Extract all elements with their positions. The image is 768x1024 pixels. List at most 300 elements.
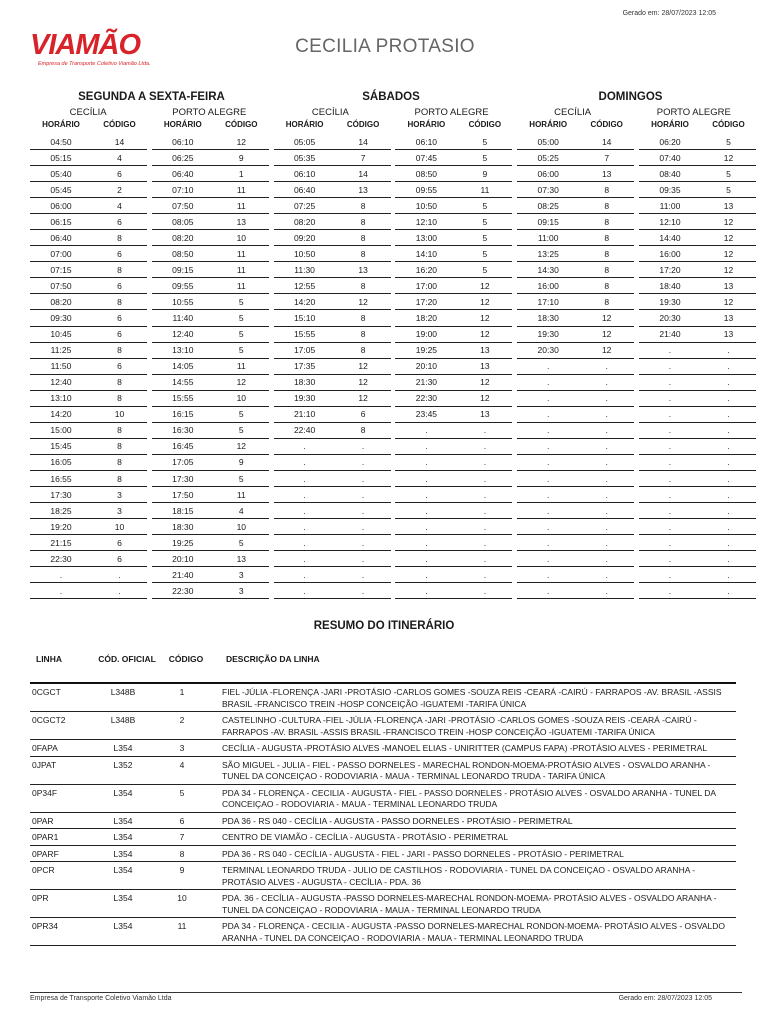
- schedule-cell-group: [639, 134, 756, 150]
- schedule-row: [30, 278, 752, 294]
- codigo-cell: 5: [482, 136, 488, 147]
- horario-cell: 21:15: [50, 537, 72, 548]
- codigo-cell: 5: [238, 409, 244, 420]
- schedule-cell-group: [639, 375, 756, 391]
- schedule-row: [30, 375, 752, 391]
- linha-cell: 0PAR1: [32, 832, 59, 842]
- horario-cell: 14:10: [415, 248, 438, 259]
- horario-cell: 09:20: [293, 232, 316, 243]
- horario-cell: .: [59, 569, 63, 580]
- schedule-cell-group: [639, 407, 756, 423]
- horario-cell: 19:30: [537, 329, 559, 340]
- horario-cell: 15:00: [50, 425, 72, 436]
- schedule-row: [30, 503, 752, 519]
- horario-cell: 19:25: [415, 345, 438, 356]
- codigo-cell: 8: [179, 848, 185, 859]
- horario-cell: 14:40: [659, 232, 681, 243]
- codigo-cell: .: [727, 345, 730, 356]
- schedule-cell-group: [30, 198, 147, 214]
- day-headers: [30, 91, 752, 107]
- horario-cell: 06:10: [172, 136, 194, 147]
- horario-cell: 17:20: [415, 296, 438, 307]
- schedule-cell-group: [30, 407, 147, 423]
- horario-cell: .: [425, 537, 428, 548]
- schedule-cell-group: [639, 246, 756, 262]
- schedule-cell-group: [395, 214, 512, 230]
- horario-cell: .: [425, 569, 428, 580]
- itinerary-row: [30, 918, 736, 946]
- horario-cell: 16:30: [172, 425, 194, 436]
- codigo-cell: 5: [238, 329, 244, 340]
- schedule-cell-group: [152, 551, 269, 567]
- schedule-cell-group: [517, 311, 634, 327]
- codigo-cell: 12: [601, 345, 612, 356]
- schedule-cell-group: [639, 214, 756, 230]
- codigo-cell: 12: [358, 377, 368, 388]
- schedule-cell-group: [639, 471, 756, 487]
- schedule-cell-group: [639, 535, 756, 551]
- schedule-cell-group: [274, 134, 391, 150]
- schedule-cell-group: [395, 407, 512, 423]
- schedule-cell-group: [639, 487, 756, 503]
- horario-cell: 07:30: [537, 184, 559, 195]
- codigo-cell: .: [483, 473, 487, 484]
- schedule-cell-group: [517, 150, 634, 166]
- schedule-cell-group: [152, 583, 269, 599]
- horario-cell: 18:20: [415, 313, 438, 324]
- codigo-cell: 8: [360, 425, 366, 436]
- codigo-cell: 7: [604, 152, 610, 163]
- schedule-cell-group: [517, 230, 634, 246]
- schedule-row: [30, 230, 752, 246]
- logo-subtitle: Empresa de Transporte Coletivo Viamão Ltda.: [38, 61, 151, 67]
- schedule-cell-group: [639, 359, 756, 375]
- itinerary-row: [30, 890, 736, 918]
- codigo-cell: 3: [238, 569, 244, 580]
- codigo-cell: 8: [117, 296, 122, 307]
- column-header-horario: HORÁRIO: [42, 120, 80, 129]
- schedule-cell-group: [30, 391, 147, 407]
- schedule-cell-group: [639, 503, 756, 519]
- codigo-cell: 12: [723, 248, 734, 259]
- schedule-cell-group: [152, 230, 269, 246]
- schedule-cell-group: [395, 487, 512, 503]
- schedule-row: [30, 343, 752, 359]
- schedule-cell-group: [152, 214, 269, 230]
- cod-oficial-cell: L352: [113, 759, 133, 770]
- codigo-cell: 5: [238, 473, 244, 484]
- itinerary-row: [30, 684, 736, 712]
- schedule-cell-group: [517, 455, 634, 471]
- schedule-cell-group: [639, 551, 756, 567]
- descricao-cell: CENTRO DE VIAMÃO - CECÍLIA - AUGUSTA - PROTÁSIO - PERIMETRAL: [222, 832, 509, 842]
- horario-cell: 10:50: [293, 248, 316, 259]
- horario-cell: 10:50: [415, 200, 438, 211]
- horario-cell: 06:25: [172, 152, 194, 163]
- horario-cell: 16:15: [172, 409, 194, 420]
- schedule-cell-group: [395, 198, 512, 214]
- schedule-cell-group: [152, 262, 269, 278]
- codigo-cell: 13: [723, 329, 734, 340]
- direction-header: PORTO ALEGRE: [414, 107, 489, 118]
- descricao-cell: PDA 36 - RS 040 - CECÍLIA - AUGUSTA - PASSO DORNELES - PROTÁSIO - PERIMETRAL: [222, 815, 573, 826]
- codigo-cell: 8: [360, 232, 366, 243]
- column-header-group: [274, 120, 391, 134]
- schedule-cell-group: [395, 583, 512, 599]
- codigo-cell: 13: [358, 184, 368, 195]
- codigo-cell: .: [118, 585, 121, 596]
- codigo-cell: 8: [604, 296, 610, 307]
- linha-cell: 0PARF: [32, 848, 59, 859]
- horario-cell: 14:20: [293, 296, 316, 307]
- schedule-row: [30, 246, 752, 262]
- schedule-cell-group: [639, 327, 756, 343]
- codigo-cell: 13: [480, 409, 490, 420]
- codigo-cell: .: [483, 569, 487, 580]
- horario-cell: 06:00: [50, 200, 72, 211]
- schedule-cell-group: [30, 182, 147, 198]
- schedule-cell-group: [639, 166, 756, 182]
- codigo-cell: 12: [236, 136, 247, 147]
- schedule-cell-group: [30, 230, 147, 246]
- schedule-cell-group: [152, 359, 269, 375]
- horario-cell: 08:20: [293, 216, 316, 227]
- schedule-cell-group: [395, 182, 512, 198]
- itinerary-row: [30, 712, 736, 740]
- horario-cell: 09:30: [50, 313, 72, 324]
- horario-cell: 04:50: [50, 136, 72, 147]
- descricao-cell: CECÍLIA - AUGUSTA -PROTÁSIO ALVES -MANOEL ELIAS - UNIRITTER (CAMPUS FAPA) -PROTÁSIO ALVES - PERIMETRAL: [222, 743, 708, 753]
- column-header-group: [517, 120, 634, 134]
- schedule-cell-group: [395, 375, 512, 391]
- schedule-row: [30, 327, 752, 343]
- horario-cell: .: [303, 441, 306, 452]
- schedule-cell-group: [152, 343, 269, 359]
- cod-oficial-cell: L354: [113, 848, 133, 859]
- schedule-row: [30, 407, 752, 423]
- schedule-cell-group: [30, 246, 147, 262]
- codigo-cell: .: [727, 585, 730, 596]
- horario-cell: .: [303, 473, 306, 484]
- horario-cell: 06:10: [415, 136, 438, 147]
- schedule-cell-group: [395, 327, 512, 343]
- schedule-cell-group: [274, 375, 391, 391]
- codigo-cell: 8: [360, 313, 366, 324]
- codigo-cell: 6: [117, 248, 122, 259]
- schedule-cell-group: [517, 487, 634, 503]
- horario-cell: 15:55: [293, 329, 316, 340]
- horario-cell: 07:40: [659, 152, 681, 163]
- codigo-cell: 2: [117, 184, 122, 195]
- viamao-logo: [30, 30, 170, 67]
- codigo-cell: .: [605, 457, 608, 468]
- horario-cell: 18:30: [537, 313, 559, 324]
- horario-cell: 11:00: [659, 200, 681, 211]
- schedule-cell-group: [30, 455, 147, 471]
- schedule-cell-group: [395, 423, 512, 439]
- horario-cell: 20:30: [659, 313, 681, 324]
- horario-cell: 12:40: [172, 329, 194, 340]
- horario-cell: .: [303, 521, 306, 532]
- schedule-cell-group: [274, 246, 391, 262]
- codigo-cell: 13: [236, 216, 247, 227]
- footer-generated: Gerado em: 28/07/2023 12:05: [618, 995, 712, 1002]
- schedule-cell-group: [395, 471, 512, 487]
- codigo-cell: .: [361, 569, 365, 580]
- horario-cell: .: [547, 377, 550, 388]
- horario-cell: 16:20: [415, 264, 438, 275]
- codigo-cell: 2: [179, 715, 185, 725]
- codigo-cell: 12: [480, 377, 490, 388]
- schedule-cell-group: [517, 535, 634, 551]
- column-header-horario: HORÁRIO: [407, 120, 446, 129]
- horario-cell: 05:15: [50, 152, 72, 163]
- schedule-row: [30, 214, 752, 230]
- schedule-cell-group: [395, 519, 512, 535]
- codigo-cell: 6: [117, 313, 122, 324]
- horario-cell: .: [547, 521, 550, 532]
- horario-cell: .: [547, 553, 550, 564]
- horario-cell: .: [425, 425, 428, 436]
- descricao-cell: PDA 36 - RS 040 - CECÍLIA - AUGUSTA - FIEL - JARI - PASSO DORNELES - PROTÁSIO - PERIMETRAL: [222, 848, 624, 859]
- codigo-cell: 4: [117, 200, 122, 211]
- schedule-row: [30, 182, 752, 198]
- itinerary-row: [30, 846, 736, 863]
- codigo-cell: 8: [117, 264, 122, 275]
- schedule-cell-group: [30, 278, 147, 294]
- codigo-cell: 6: [360, 409, 366, 420]
- codigo-cell: .: [727, 521, 730, 532]
- resumo-title: RESUMO DO ITINERÁRIO: [313, 620, 455, 632]
- schedule-cell-group: [639, 294, 756, 310]
- horario-cell: 18:15: [172, 505, 194, 516]
- header-linha: LINHA: [36, 654, 62, 664]
- horario-cell: .: [668, 409, 672, 420]
- descricao-cell: PDA. 36 - CECÍLIA - AUGUSTA -PASSO DORNELES-MARECHAL RONDON-MOEMA- PROTÁSIO ALVES - OSVALDO ARANHA - TUNEL DA CONCEIÇAO - RODOVIARIA - MAUA - TERMINAL LEONARDO TRUDA: [222, 893, 717, 915]
- codigo-cell: .: [605, 537, 608, 548]
- horario-cell: .: [547, 505, 550, 516]
- codigo-cell: .: [727, 441, 730, 452]
- horario-cell: 19:30: [659, 296, 681, 307]
- schedule-cell-group: [639, 262, 756, 278]
- cod-oficial-cell: L354: [113, 832, 133, 842]
- horario-cell: 05:05: [293, 136, 316, 147]
- schedule-cell-group: [395, 455, 512, 471]
- codigo-cell: .: [605, 521, 608, 532]
- schedule-row: [30, 294, 752, 310]
- schedule-cell-group: [639, 150, 756, 166]
- codigo-cell: .: [727, 425, 730, 436]
- codigo-cell: .: [727, 537, 730, 548]
- codigo-cell: 5: [726, 184, 731, 195]
- schedule-cell-group: [152, 198, 269, 214]
- codigo-cell: 6: [179, 815, 185, 826]
- horario-cell: 17:00: [415, 280, 438, 291]
- horario-cell: 08:20: [172, 232, 194, 243]
- codigo-cell: .: [361, 521, 365, 532]
- horario-cell: .: [547, 489, 550, 500]
- schedule-cell-group: [517, 439, 634, 455]
- schedule-cell-group: [517, 471, 634, 487]
- schedule-cell-group: [30, 294, 147, 310]
- codigo-cell: 6: [117, 361, 122, 372]
- schedule-row: [30, 311, 752, 327]
- horario-cell: .: [547, 361, 550, 372]
- horario-cell: 18:30: [293, 377, 316, 388]
- schedule-cell-group: [395, 359, 512, 375]
- codigo-cell: .: [727, 377, 730, 388]
- schedule-cell-group: [395, 294, 512, 310]
- codigo-cell: 6: [117, 553, 122, 564]
- horario-cell: 16:00: [537, 280, 559, 291]
- horario-cell: .: [668, 569, 672, 580]
- codigo-cell: 13: [723, 200, 734, 211]
- codigo-cell: 5: [482, 248, 488, 259]
- horario-cell: 17:30: [172, 473, 194, 484]
- horario-cell: 05:45: [50, 184, 72, 195]
- horario-cell: 05:35: [293, 152, 316, 163]
- codigo-cell: 8: [117, 457, 122, 468]
- schedule-cell-group: [30, 375, 147, 391]
- codigo-cell: 8: [360, 248, 366, 259]
- horario-cell: .: [668, 521, 672, 532]
- horario-cell: 22:40: [293, 425, 316, 436]
- schedule-cell-group: [274, 166, 391, 182]
- horario-cell: 05:40: [50, 168, 72, 179]
- codigo-cell: 11: [236, 264, 246, 275]
- schedule-cell-group: [274, 551, 391, 567]
- descricao-cell: TERMINAL LEONARDO TRUDA - JULIO DE CASTILHOS - RODOVIARIA - TUNEL DA CONCEIÇAO - OSVALDO ARANHA - PROTÁSIO ALVES - AUGUSTA - CECÍLIA - PDA. 36: [222, 865, 696, 887]
- codigo-cell: .: [361, 505, 365, 516]
- schedule-row: [30, 391, 752, 407]
- schedule-cell-group: [639, 519, 756, 535]
- schedule-cell-group: [517, 391, 634, 407]
- schedule-cell-group: [30, 343, 147, 359]
- codigo-cell: 12: [358, 393, 368, 404]
- schedule-cell-group: [639, 567, 756, 583]
- codigo-cell: .: [483, 553, 487, 564]
- itinerary-header-row: [30, 654, 736, 684]
- codigo-cell: 3: [238, 585, 244, 596]
- schedule-cell-group: [274, 182, 391, 198]
- codigo-cell: 12: [480, 329, 490, 340]
- codigo-cell: 14: [358, 136, 368, 147]
- cod-oficial-cell: L354: [113, 743, 133, 753]
- horario-cell: 17:05: [172, 457, 194, 468]
- codigo-cell: .: [727, 409, 730, 420]
- codigo-cell: 6: [117, 168, 122, 179]
- codigo-cell: .: [483, 585, 487, 596]
- schedule-cell-group: [274, 198, 391, 214]
- horario-cell: 08:25: [537, 200, 559, 211]
- codigo-cell: 12: [480, 296, 490, 307]
- cod-oficial-cell: L354: [113, 921, 133, 931]
- schedule-row: [30, 134, 752, 150]
- header-cod-oficial-text: CÓD. OFICIAL: [98, 654, 156, 664]
- schedule-row: [30, 519, 752, 535]
- horario-cell: 15:10: [293, 313, 316, 324]
- horario-cell: 22:30: [50, 553, 72, 564]
- footer-divider: [30, 992, 742, 993]
- schedule-cell-group: [395, 166, 512, 182]
- horario-cell: 14:20: [50, 409, 72, 420]
- schedule-cell-group: [395, 311, 512, 327]
- column-header-horario: HORÁRIO: [285, 120, 324, 129]
- horario-cell: .: [547, 585, 550, 596]
- schedule-cell-group: [152, 519, 269, 535]
- schedule-body: [30, 134, 752, 599]
- descricao-cell: FIEL -JÚLIA -FLORENÇA -JARI -PROTÁSIO -CARLOS GOMES -SOUZA REIS -CEARÁ -CAIRÚ - FARRAPOS -AV. BRASIL -ASSIS BRASIL -FRANCISCO TREIN -HOSP CONCEIÇÃO -IGUATEMI -TARIFA ÚNICA: [222, 687, 722, 709]
- codigo-cell: 12: [723, 216, 734, 227]
- codigo-cell: 8: [360, 345, 366, 356]
- itinerary-row: [30, 829, 736, 846]
- horario-cell: 22:30: [415, 393, 438, 404]
- schedule-cell-group: [639, 343, 756, 359]
- schedule-cell-group: [395, 246, 512, 262]
- codigo-cell: 13: [480, 361, 490, 372]
- horario-cell: 08:40: [659, 168, 681, 179]
- itinerary-row: [30, 757, 736, 785]
- codigo-cell: 5: [482, 264, 488, 275]
- horario-cell: 07:15: [50, 264, 72, 275]
- codigo-cell: .: [361, 489, 365, 500]
- horario-cell: 17:05: [293, 345, 316, 356]
- schedule-cell-group: [517, 375, 634, 391]
- horario-cell: 07:50: [50, 280, 72, 291]
- cod-oficial-cell: L348B: [110, 715, 136, 725]
- horario-cell: 14:30: [537, 264, 559, 275]
- horario-cell: 15:45: [50, 441, 72, 452]
- schedule-cell-group: [274, 519, 391, 535]
- codigo-cell: .: [727, 569, 730, 580]
- schedule-row: [30, 487, 752, 503]
- horario-cell: 09:35: [659, 184, 681, 195]
- codigo-cell: .: [605, 361, 608, 372]
- horario-cell: 06:20: [659, 136, 681, 147]
- schedule-cell-group: [30, 150, 147, 166]
- codigo-cell: 10: [236, 393, 247, 404]
- schedule-cell-group: [274, 583, 391, 599]
- schedule-cell-group: [274, 567, 391, 583]
- header-codigo: CÓDIGO: [168, 654, 204, 664]
- codigo-cell: 8: [604, 216, 610, 227]
- codigo-cell: 11: [236, 280, 246, 291]
- schedule-table: [30, 91, 752, 599]
- codigo-cell: 8: [360, 200, 366, 211]
- codigo-cell: 5: [482, 216, 488, 227]
- horario-cell: .: [668, 473, 672, 484]
- codigo-cell: 5: [726, 136, 731, 147]
- schedule-cell-group: [274, 471, 391, 487]
- horario-cell: .: [303, 489, 306, 500]
- horario-cell: 11:40: [172, 313, 194, 324]
- codigo-cell: 7: [179, 832, 185, 842]
- schedule-cell-group: [152, 567, 269, 583]
- codigo-cell: .: [483, 457, 487, 468]
- linha-cell: 0PR34: [32, 921, 58, 931]
- codigo-cell: 12: [723, 152, 734, 163]
- column-header-horario: HORÁRIO: [529, 120, 568, 129]
- schedule-cell-group: [395, 567, 512, 583]
- footer-company: Empresa de Transporte Coletivo Viamão Ltda: [30, 995, 172, 1002]
- codigo-cell: 12: [723, 296, 734, 307]
- codigo-cell: 1: [238, 168, 244, 179]
- schedule-cell-group: [639, 583, 756, 599]
- horario-cell: 09:15: [172, 264, 194, 275]
- horario-cell: .: [668, 553, 672, 564]
- schedule-cell-group: [152, 471, 269, 487]
- schedule-cell-group: [395, 262, 512, 278]
